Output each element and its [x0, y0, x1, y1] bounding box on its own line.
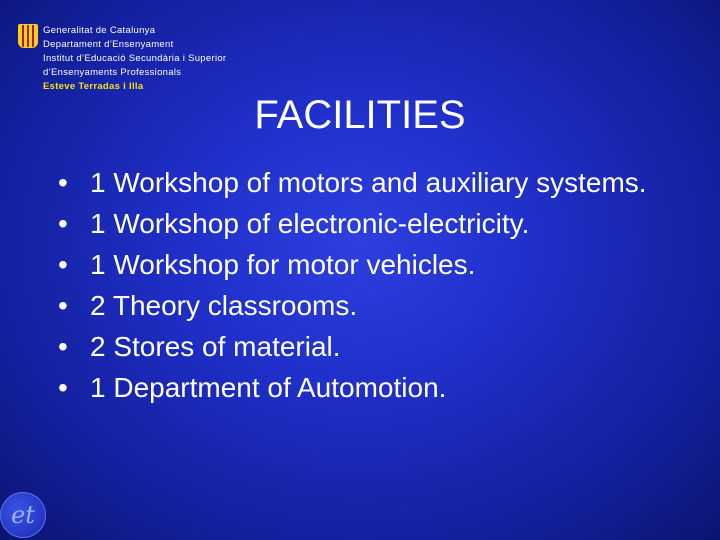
institution-lines [43, 24, 226, 94]
institution-line: d’Ensenyaments Professionals [43, 67, 182, 78]
slide-title-text: FACILITIES [254, 93, 466, 137]
catalonia-crest-icon [18, 24, 38, 48]
list-item: • 2 Theory classrooms. [58, 285, 658, 326]
list-item: • 1 Workshop of motors and auxiliary systems. [58, 162, 658, 203]
list-item: • 1 Department of Automotion. [58, 367, 658, 408]
facilities-list [58, 162, 658, 408]
slide-title [0, 93, 720, 138]
school-name: Esteve Terradas i Illa [43, 81, 144, 92]
list-item: • 2 Stores of material. [58, 326, 658, 367]
logo-text: et [11, 501, 35, 529]
institution-line: Departament d’Ensenyament [43, 39, 174, 50]
list-item: • 1 Workshop of electronic-electricity. [58, 203, 658, 244]
school-logo-icon [0, 492, 46, 538]
institution-line: Generalitat de Catalunya [43, 25, 156, 36]
institution-line: Institut d’Educació Secundària i Superior [43, 53, 227, 64]
list-item: • 1 Workshop for motor vehicles. [58, 244, 658, 285]
institution-header [18, 24, 226, 94]
